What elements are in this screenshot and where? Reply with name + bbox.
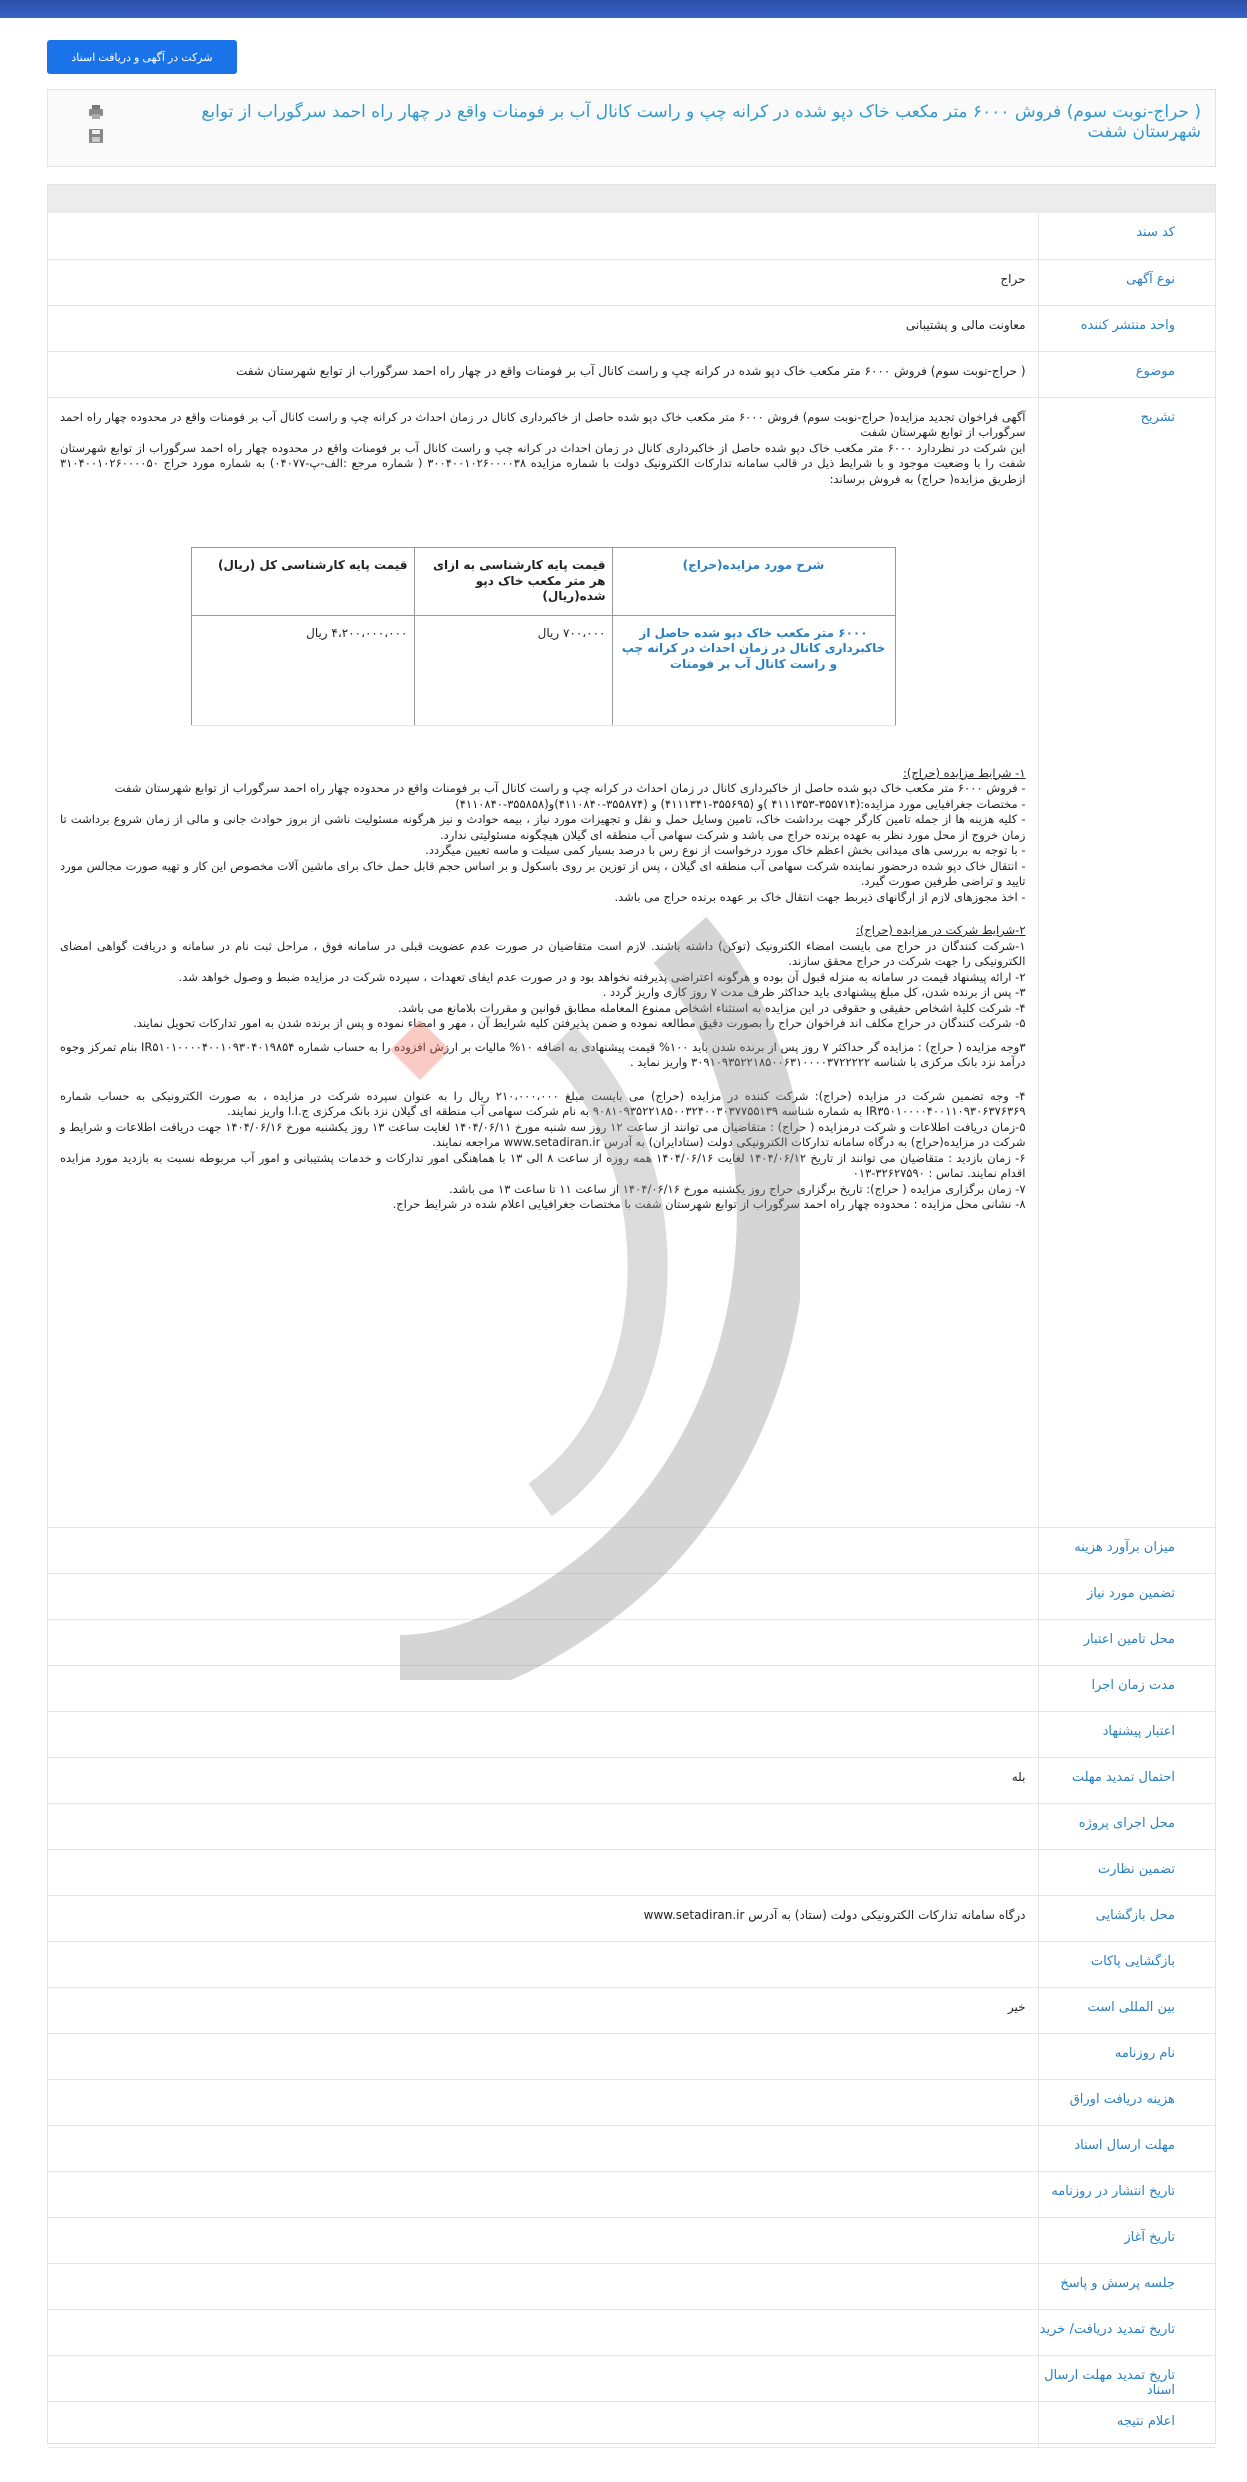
- details-header: [48, 185, 1215, 213]
- section-2-item: ۳وجه مزایده ( حراج) : مزایده گر حداکثر ۷ روز پس از برنده شدن باید ۱۰۰% قیمت پیشنهادی به اضافه ۱۰% مالیات بر ارزش افزوده را به حساب شماره IR۵۱۰۱۰۰۰۰۴۰۰۱۰۹۳۰۴۰۱۹۸۵۴ بنام تمرکز وجوه درآمد نزد بانک مرکزی با شناسه ۳۰۹۱۰۹۳۵۲۲۱۸۵۰۰۶۳۱۰۰۰۰۳۷۲۲۲۲۲ واریز نماید .: [60, 1039, 1026, 1069]
- section-2-item: ۷- زمان برگزاری مزایده ( حراج): تاریخ برگزاری حراج روز یکشنبه مورخ ۱۴۰۴/۰۶/۱۶ از ساعت ۱۱ تا ساعت ۱۳ می باشد.: [448, 1181, 1026, 1196]
- info-row: [48, 1666, 1215, 1712]
- auction-item-desc: ۶۰۰۰ متر مکعب خاک دپو شده حاصل از خاکبرداری کانال در زمان احداث در کرانه چپ و راست کانال آب بر فومنات: [612, 615, 895, 725]
- field-label: تضمین مورد نیاز: [1038, 1574, 1215, 1620]
- field-label: نام روزنامه: [1038, 2034, 1215, 2080]
- field-value: [48, 2402, 1038, 2448]
- info-row: [48, 1804, 1215, 1850]
- description-content: [48, 397, 1038, 1527]
- title-box: [47, 89, 1216, 167]
- section-1-title: ۱- شرایط مزایده (حراج):: [903, 765, 1026, 780]
- field-label: اعتبار پیشنهاد: [1038, 1712, 1215, 1758]
- auction-items-table: [191, 547, 896, 726]
- field-label: بازگشایی پاکات: [1038, 1942, 1215, 1988]
- field-label: تاریخ تمدید دریافت/ خرید: [1038, 2310, 1215, 2356]
- field-value: [48, 2218, 1038, 2264]
- participate-button[interactable]: شرکت در آگهی و دریافت اسناد: [47, 40, 237, 74]
- field-value: [48, 1666, 1038, 1712]
- auction-header-unit-price: قیمت پایه کارشناسی به ازای هر متر مکعب خاک دپو شده(ریال): [414, 548, 612, 616]
- field-label: تاریخ تمدید مهلت ارسال اسناد: [1038, 2356, 1215, 2402]
- auction-item-total-price: ۴،۲۰۰،۰۰۰،۰۰۰ ریال: [191, 615, 414, 725]
- field-label: مدت زمان اجرا: [1038, 1666, 1215, 1712]
- section-2-title: ۲-شرایط شرکت در مزایده (حراج):: [855, 923, 1026, 937]
- field-value: [48, 1574, 1038, 1620]
- field-value: [48, 213, 1038, 259]
- row-subject: [48, 351, 1215, 397]
- info-row: [48, 2080, 1215, 2126]
- auction-table-header: [191, 548, 895, 616]
- field-value: [48, 2264, 1038, 2310]
- field-value: [48, 1850, 1038, 1896]
- page-title: ( حراج-نوبت سوم) فروش ۶۰۰۰ متر مکعب خاک دپو شده در کرانه چپ و راست کانال آب بر فومنات واقع در چهار راه احمد سرگوراب از توابع شهرستان شفت: [201, 102, 1201, 142]
- field-label: هزینه دریافت اوراق: [1038, 2080, 1215, 2126]
- field-label: مهلت ارسال اسناد: [1038, 2126, 1215, 2172]
- title-actions: [88, 104, 104, 144]
- field-value: [48, 1712, 1038, 1758]
- field-value: [48, 1620, 1038, 1666]
- field-value: معاونت مالی و پشتیبانی: [48, 305, 1038, 351]
- info-row: [48, 1758, 1215, 1804]
- info-row: [48, 1528, 1215, 1574]
- auction-header-total-price: قیمت پایه کارشناسی کل (ریال): [191, 548, 414, 616]
- info-row: [48, 1850, 1215, 1896]
- field-label: واحد منتشر کننده: [1038, 305, 1215, 351]
- section-2-item: ۲- ارائه پیشنهاد قیمت در سامانه به منزله قبول آن بوده و هرگونه اعتراضی پذیرفته نخواهد بود و در صورت عدم ایفای تعهدات ، سپرده شرکت در مزایده ضبط و وصول خواهد شد.: [178, 969, 1026, 984]
- top-navigation-bar: [0, 0, 1247, 18]
- section-1-item: - با توجه به بررسی های میدانی بخش اعظم خاک مورد درخواست از نوع رس با درصد بسیار کمی سیلت و ماسه تعیین میگردد.: [425, 843, 1026, 857]
- field-label: تاریخ انتشار در روزنامه: [1038, 2172, 1215, 2218]
- info-row: [48, 1896, 1215, 1942]
- field-value: خیر: [48, 1988, 1038, 2034]
- row-description: [48, 397, 1215, 1527]
- auction-item-unit-price: ۷۰۰،۰۰۰ ریال: [414, 615, 612, 725]
- info-row: [48, 1988, 1215, 2034]
- save-icon[interactable]: [88, 128, 104, 144]
- field-value: [48, 1528, 1038, 1574]
- field-label: محل اجرای پروژه: [1038, 1804, 1215, 1850]
- field-value: [48, 2356, 1038, 2402]
- description-intro-2: این شرکت در نظردارد ۶۰۰۰ متر مکعب خاک دپو شده حاصل از خاکبرداری کانال در زمان احداث در کرانه چپ و راست کانال آب بر فومنات واقع در محدوده چهار راه احمد سرگوراب از توابع شهرستان شفت را با وضعیت موجود و با شرایط ذیل در قالب سامانه تدارکات الکترونیک دولت با شماره مزایده ۳۰۰۴۰۰۱۰۲۶۰۰۰۰۳۸ ( شماره مرجع :الف-پ-۰۴۰۷۷) به شماره مورد حراج ۳۱۰۴۰۰۱۰۲۶۰۰۰۰۵۰ ازطریق مزایده( حراج) به فروش برساند:: [60, 440, 1026, 486]
- auction-table-row: [191, 615, 895, 725]
- print-icon[interactable]: [88, 104, 104, 120]
- section-1-item: - مختصات جغرافیایی مورد مزایده:(۳۵۵۷۱۴-۴۱۱۱۳۵۳ )و (۳۵۵۶۹۵-۴۱۱۱۳۴۱) و (۳۵۵۸۷۴-۴۱۱۰۸۴۰)و(۳۵۵۸۵۸-۴۱۱۰۸۴۰): [455, 796, 1026, 811]
- field-value: ( حراج-نوبت سوم) فروش ۶۰۰۰ متر مکعب خاک دپو شده در کرانه چپ و راست کانال آب بر فومنات واقع در چهار راه احمد سرگوراب از توابع شهرستان شفت: [48, 351, 1038, 397]
- field-value: حراج: [48, 259, 1038, 305]
- field-value: [48, 2172, 1038, 2218]
- section-2-item: ۱-شرکت کنندگان در حراج می بایست امضاء الکترونیک (توکن) داشته باشند. لازم است متقاضیان در صورت عدم عضویت قبلی در سامانه فوق ، مراحل ثبت نام در سامانه و دریافت گواهی امضای الکترونیکی را جهت شرکت در حراج محقق سازند.: [60, 938, 1026, 968]
- section-1-item: - کلیه هزینه ها از جمله تامین کارگر جهت برداشت خاک، تامین وسایل حمل و نقل و تجهیزات مورد نیاز ، بیمه حوادث و نیز هرگونه مسئولیت ناشی از بروز حوادث جانی و مالی از زمان شروع برداشت تا زمان خروج از محل مورد نظر به عهده برنده حراج می باشد و شرکت سهامی آب منطقه ای گیلان هیچگونه مسئولیتی ندارد.: [60, 812, 1026, 842]
- section-2-item: ۵-زمان دریافت اطلاعات و شرکت درمزایده ( حراج) : متقاضیان می توانند از ساعت ۱۲ روز سه شنبه مورخ ۱۴۰۴/۰۶/۱۱ لغایت ساعت ۱۳ روز یکشنبه مورخ ۱۴۰۴/۰۶/۱۶ جهت دریافت اطلاعات و شرایط و شرکت در مزایده(حراج) به درگاه سامانه تدارکات الکترونیکی دولت (ستادایران) به آدرس www.setadiran.ir مراجعه نمایند.: [60, 1119, 1026, 1149]
- field-value: [48, 1804, 1038, 1850]
- section-2-item: ۳- پس از برنده شدن، کل مبلغ پیشنهادی باید حداکثر ظرف مدت ۷ روز کاری واریز گردد .: [602, 985, 1026, 999]
- field-label: موضوع: [1038, 351, 1215, 397]
- info-row: [48, 2310, 1215, 2356]
- section-1-item: - فروش ۶۰۰۰ متر مکعب خاک دپو شده حاصل از خاکبرداری کانال در زمان احداث در کرانه چپ و راست کانال آب بر فومنات واقع در محدوده چهار راه احمد سرگوراب از توابع شهرستان شفت: [114, 781, 1026, 795]
- field-label: بین المللی است: [1038, 1988, 1215, 2034]
- info-row: [48, 2402, 1215, 2448]
- field-label: جلسه پرسش و پاسخ: [1038, 2264, 1215, 2310]
- info-row: [48, 1712, 1215, 1758]
- section-1-item: - انتقال خاک دپو شده درحضور نماینده شرکت سهامی آب منطقه ای گیلان ، پس از توزین بر روی باسکول و بر اساس حجم قابل حمل خاک برای ماشین آلات مخصوص این کار و تهیه صورت مجالس مورد تایید و تراضی طرفین صورت گیرد.: [60, 858, 1026, 888]
- row-publisher: [48, 305, 1215, 351]
- row-ad-type: [48, 259, 1215, 305]
- field-label: احتمال تمدید مهلت: [1038, 1758, 1215, 1804]
- field-value: بله: [48, 1758, 1038, 1804]
- row-doc-code: [48, 213, 1215, 259]
- section-2-item: ۴- وجه تضمین شرکت در مزایده (حراج): شرکت کننده در مزایده (حراج) می بایست مبلغ ۲۱۰،۰۰۰،۰۰۰ ریال را به عنوان سپرده شرکت در مزایده ، به صورت الکترونیکی به حساب شماره IR۳۵۰۱۰۰۰۰۴۰۰۱۱۰۹۳۰۶۳۷۶۳۶۹ به شماره شناسه ۹۰۸۱۰۹۳۵۲۲۱۸۵۰۰۳۲۴۰۰۳۰۳۷۷۵۵۱۳۹ به نام شرکت سهامی آب منطقه ای گیلان نزد بانک مرکزی ج.ا.ا واریز نمایند.: [60, 1088, 1026, 1118]
- info-row: [48, 2172, 1215, 2218]
- field-label: تاریخ آغاز: [1038, 2218, 1215, 2264]
- info-row: [48, 1942, 1215, 1988]
- description-intro: آگهی فراخوان تجدید مزایده( حراج-نوبت سوم) فروش ۶۰۰۰ متر مکعب خاک دپو شده حاصل از خاکبرداری کانال در زمان احداث در کرانه چپ و راست کانال آب بر فومنات واقع در محدوده چهار راه احمد سرگوراب از توابع شهرستان شفت: [60, 409, 1026, 439]
- field-value: [48, 2310, 1038, 2356]
- field-label: تضمین نظارت: [1038, 1850, 1215, 1896]
- section-2-item: ۴- شرکت کلیهٔ اشخاص حقیقی و حقوقی در این مزایده به استثناء اشخاص ممنوع المعامله مطابق قوانین و مقررات بلامانع می باشد.: [397, 1000, 1026, 1015]
- field-label: نوع آگهی: [1038, 259, 1215, 305]
- field-value: [48, 2034, 1038, 2080]
- details-table: [48, 213, 1215, 1528]
- field-label: میزان برآورد هزینه: [1038, 1528, 1215, 1574]
- section-2-item: ۸- نشانی محل مزایده : محدوده چهار راه احمد سرگوراب از توابع شهرستان شفت با مختصات جغرافیایی اعلام شده در شرایط حراج.: [392, 1197, 1026, 1211]
- field-label: کد سند: [1038, 213, 1215, 259]
- info-row: [48, 1574, 1215, 1620]
- field-label: اعلام نتیجه: [1038, 2402, 1215, 2448]
- field-label: محل تامین اعتبار: [1038, 1620, 1215, 1666]
- info-row: [48, 2264, 1215, 2310]
- field-value: درگاه سامانه تدارکات الکترونیکی دولت (ستاد) به آدرس www.setadiran.ir: [48, 1896, 1038, 1942]
- info-row: [48, 2356, 1215, 2402]
- info-row: [48, 2126, 1215, 2172]
- field-label: تشریح: [1038, 397, 1215, 1527]
- info-row: [48, 2218, 1215, 2264]
- info-row: [48, 1620, 1215, 1666]
- auction-header-desc: شرح مورد مزایده(حراج): [612, 548, 895, 616]
- section-2-item: ۶- زمان بازدید : متقاضیان می توانند از تاریخ ۱۴۰۴/۰۶/۱۲ لغایت ۱۴۰۴/۰۶/۱۶ همه روزه از ساعت ۸ الی ۱۳ با هماهنگی امور تدارکات و خدمات پشتیبانی و امور آب مربوطه نسبت به بازدید مورد مزایده اقدام نمایند. تماس : ۳۲۶۲۷۵۹۰-۰۱۳: [60, 1150, 1026, 1180]
- field-label: محل بازگشایی: [1038, 1896, 1215, 1942]
- field-value: [48, 2080, 1038, 2126]
- section-2-item: ۵- شرکت کنندگان در حراج مکلف اند فراخوان حراج را بصورت دقیق مطالعه نموده و ضمن پذیرفتن کلیه شرایط آن ، مهر و امضاء نموده و پس از برنده شدن به امور تدارکات تحویل نمایند.: [133, 1016, 1026, 1030]
- field-value: [48, 2126, 1038, 2172]
- info-row: [48, 2034, 1215, 2080]
- field-value: [48, 1942, 1038, 1988]
- details-table-extra: [48, 1528, 1215, 2449]
- details-panel: [47, 184, 1216, 2444]
- section-1-item: - اخذ مجوزهای لازم از ارگانهای ذیربط جهت انتقال خاک بر عهده برنده حراج می باشد.: [614, 889, 1026, 904]
